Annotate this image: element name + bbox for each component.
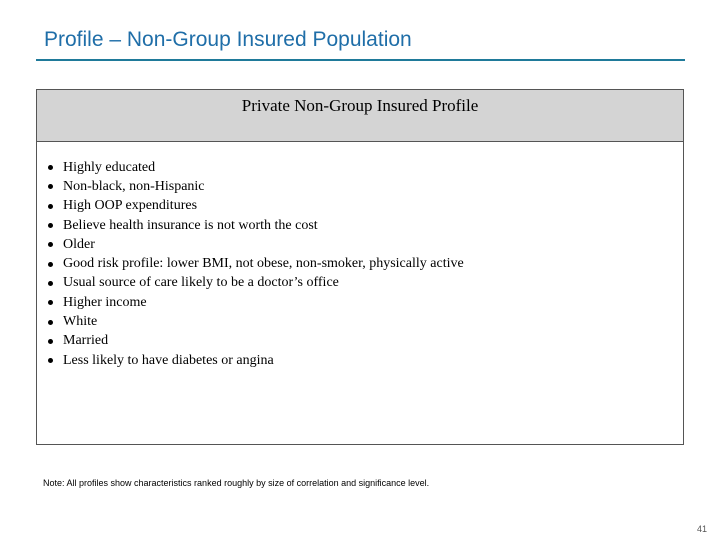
list-item	[47, 235, 464, 254]
bullet-icon	[48, 262, 53, 267]
bullet-icon	[48, 281, 53, 286]
footnote: Note: All profiles show characteristics ranked roughly by size of correlation and significance level.	[43, 478, 430, 488]
list-item-label: Non-black, non-Hispanic	[63, 178, 205, 194]
list-item-label: Usual source of care likely to be a doctor’s office	[63, 275, 339, 291]
list-item-label: Higher income	[63, 294, 147, 310]
bullet-icon	[48, 358, 53, 363]
list-item	[47, 254, 464, 273]
list-item-label: Believe health insurance is not worth the cost	[63, 217, 318, 233]
list-item-label: Highly educated	[63, 159, 156, 175]
list-item	[47, 351, 464, 370]
bullet-icon	[48, 165, 53, 170]
profile-box	[36, 89, 684, 445]
slide-title: Profile – Non-Group Insured Population	[44, 28, 412, 51]
bullet-icon	[48, 223, 53, 228]
list-item-label: Married	[63, 333, 109, 349]
list-item-label: High OOP expenditures	[63, 198, 198, 214]
list-item-label: White	[63, 314, 98, 330]
list-item-label: Less likely to have diabetes or angina	[63, 352, 274, 368]
list-item	[47, 274, 464, 293]
list-item	[47, 293, 464, 312]
profile-bullet-list	[47, 158, 464, 370]
list-item	[47, 197, 464, 216]
bullet-icon	[48, 184, 53, 189]
title-divider	[36, 59, 685, 61]
list-item	[47, 177, 464, 196]
list-item	[47, 312, 464, 331]
list-item-label: Older	[63, 236, 95, 252]
list-item-label: Good risk profile: lower BMI, not obese, non-smoker, physically active	[63, 256, 464, 272]
list-item	[47, 216, 464, 235]
bullet-icon	[48, 242, 53, 247]
bullet-icon	[48, 204, 53, 209]
list-item	[47, 158, 464, 177]
bullet-icon	[48, 339, 53, 344]
page-number: 41	[696, 524, 707, 534]
profile-header-label: Private Non-Group Insured Profile	[241, 95, 479, 115]
profile-header	[37, 90, 683, 142]
bullet-icon	[48, 320, 53, 325]
bullet-icon	[48, 300, 53, 305]
list-item	[47, 332, 464, 351]
